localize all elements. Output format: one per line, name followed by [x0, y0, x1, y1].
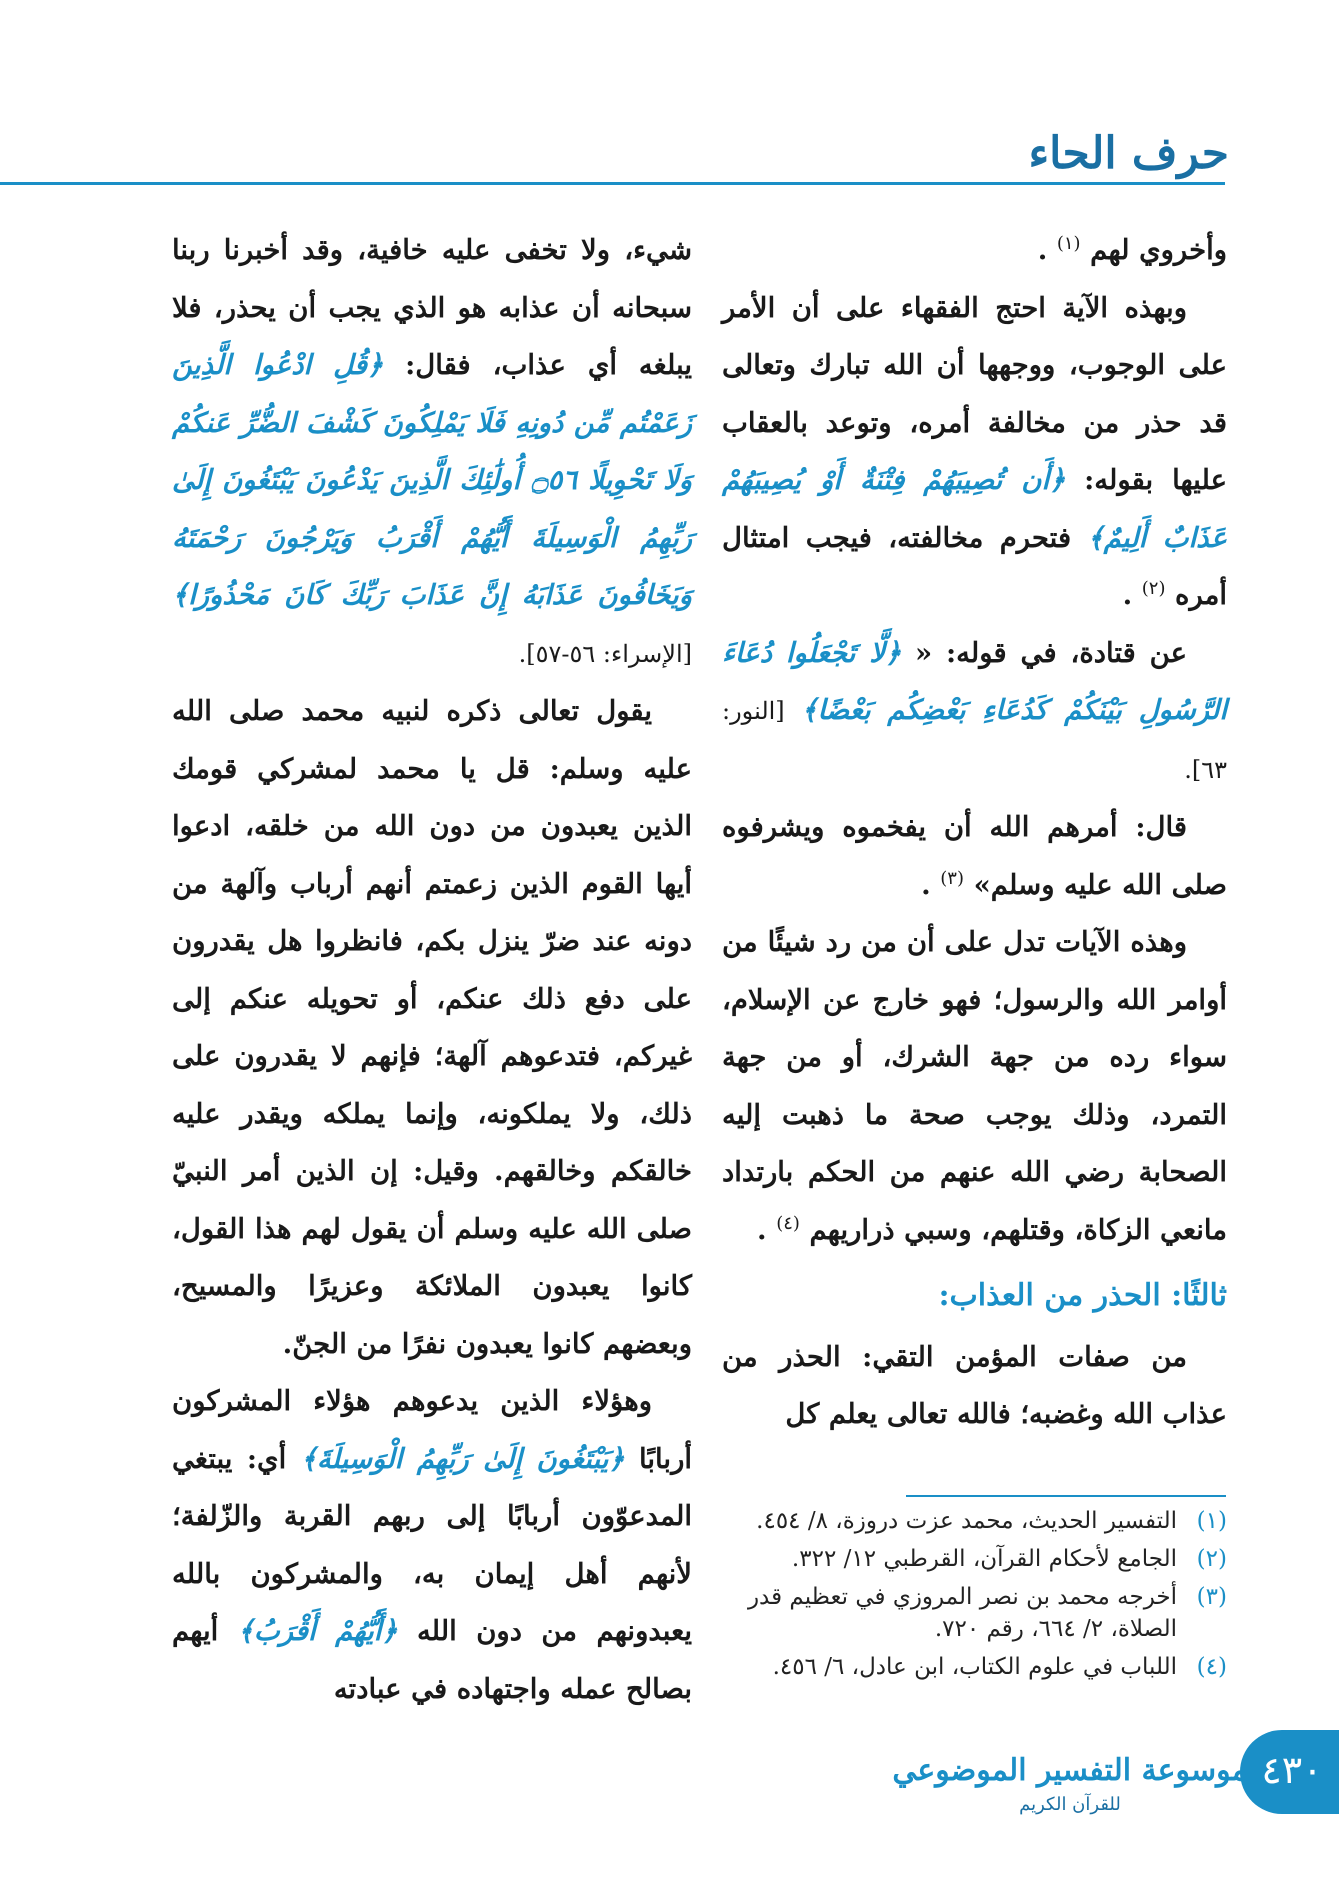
paragraph-text: أي: يبتغي المدعوّون أربابًا إلى ربهم القربة والزّلفة؛ لأنهم أهل إيمان به، والمشركون بالله يعبدونهم من دون الله: [172, 1442, 693, 1647]
paragraph-text: وأخروي لهم: [1090, 234, 1227, 266]
paragraph-text: عن قتادة، في قوله: «: [914, 636, 1187, 669]
footnote: [722, 1505, 1227, 1537]
paragraph-end: .: [1037, 234, 1048, 266]
paragraph-end: .: [757, 1213, 767, 1246]
logo-subtitle: للقرآن الكريم: [1019, 1794, 1121, 1815]
quran-verse: ﴿أَن تُصِيبَهُمْ فِتْنَةٌ أَوْ يُصِيبَهُمْ عَذَابٌ أَلِيمٌ﴾: [722, 464, 1227, 554]
quran-verse: ﴿قُلِ ادْعُوا الَّذِينَ زَعَمْتُم مِّن دُونِهِ فَلَا يَمْلِكُونَ كَشْفَ الضُّرِّ عَنكُمْ وَلَا تَحْوِيلًا ۝٥٦ أُولَٰئِكَ الَّذِينَ يَدْعُونَ يَبْتَغُونَ إِلَىٰ رَبِّهِمُ الْوَسِيلَةَ أَيُّهُمْ أَقْرَبُ وَيَرْجُونَ رَحْمَتَهُ وَيَخَافُونَ عَذَابَهُ إِنَّ عَذَابَ رَبِّكَ كَانَ مَحْذُورًا﴾: [172, 349, 692, 611]
footnote-marker[interactable]: (٣): [940, 867, 964, 889]
paragraph: [722, 222, 1227, 280]
paragraph: [722, 914, 1227, 1259]
section-heading: ثالثًا: الحذر من العذاب:: [938, 1278, 1227, 1313]
paragraph: [722, 799, 1227, 914]
quran-verse: ﴿يَبْتَغُونَ إِلَىٰ رَبِّهِمُ الْوَسِيلَةَ﴾: [300, 1442, 625, 1475]
footnote-text: الجامع لأحكام القرآن، القرطبي ١٢/ ٣٢٢.: [791, 1546, 1177, 1572]
footnote-number: (٣): [1196, 1584, 1227, 1610]
footnote-divider: [906, 1495, 1226, 1497]
paragraph-text: وهؤلاء الذين يدعوهم هؤلاء المشركون أربابًا: [172, 1385, 692, 1475]
footnote-text: التفسير الحديث، محمد عزت دروزة، ٨/ ٤٥٤.: [756, 1508, 1177, 1534]
paragraph-text: قال: أمرهم الله أن يفخموه ويشرفوه صلى الله عليه وسلم»: [722, 811, 1227, 901]
paragraph: [722, 280, 1227, 625]
footnote-number: (٤): [1196, 1654, 1227, 1680]
footnote: [722, 1543, 1227, 1575]
paragraph-text: وهذه الآيات تدل على أن من رد شيئًا من أوامر الله والرسول؛ فهو خارج عن الإسلام، سواء رده من جهة الشرك، أو من جهة التمرد، وذلك يوجب صحة ما ذهبت إليه الصحابة رضي الله عنهم من الحكم بارتداد مانعي الزكاة، وقتلهم، وسبي ذراريهم: [722, 926, 1227, 1246]
left-column: [172, 222, 692, 1718]
paragraph: [172, 222, 692, 683]
chapter-title: حرف الحاء: [1028, 128, 1229, 179]
footnote-text: اللباب في علوم الكتاب، ابن عادل، ٦/ ٤٥٦.: [772, 1654, 1177, 1680]
logo-title: موسوعة التفسير الموضوعي: [892, 1753, 1248, 1788]
footnote-marker[interactable]: (٢): [1141, 577, 1166, 599]
footnote-number: (١): [1196, 1508, 1227, 1534]
quran-verse: ﴿أَيُّهُمْ أَقْرَبُ﴾: [237, 1615, 398, 1647]
footnote-text: أخرجه محمد بن نصر المروزي في تعظيم قدر الصلاة، ٢/ ٦٦٤، رقم ٧٢٠.: [747, 1584, 1177, 1642]
footnote: [722, 1581, 1227, 1645]
right-column: [722, 222, 1227, 1444]
paragraph: من صفات المؤمن التقي: الحذر من عذاب الله وغضبه؛ فالله تعالى يعلم كل: [722, 1340, 1227, 1430]
paragraph-text: وبهذه الآية احتج الفقهاء على أن الأمر على الوجوب، ووجهها أن الله تبارك وتعالى قد حذر من مخالفة أمره، وتوعد بالعقاب عليها بقوله:: [722, 291, 1227, 496]
footnote-marker[interactable]: (١): [1056, 232, 1081, 254]
footnote: [722, 1651, 1227, 1683]
verse-reference: [الإسراء: ٥٦-٥٧].: [518, 639, 692, 668]
paragraph-text: أيهم بصالح عمله واجتهاده في عبادته: [172, 1615, 692, 1705]
page-number: ٤٣٠: [1261, 1748, 1323, 1792]
paragraph: [172, 1373, 692, 1718]
paragraph-text: فتحرم مخالفته، فيجب امتثال أمره: [722, 521, 1227, 611]
paragraph-end: .: [1122, 579, 1133, 611]
paragraph: [722, 625, 1227, 800]
book-logo-icon: [892, 1738, 1248, 1818]
paragraph: يقول تعالى ذكره لنبيه محمد صلى الله عليه وسلم: قل يا محمد لمشركي قومك الذين يعبدون من دون الله من خلقه، ادعوا أيها القوم الذين زعمتم أنهم أرباب وآلهة من دونه عند ضرّ ينزل بكم، فانظروا هل يقدرون على دفع ذلك عنكم، أو تحويله عنكم إلى غيركم، فتدعوهم آلهة؛ فإنهم لا يقدرون على ذلك، ولا يملكونه، وإنما يملكه ويقدر عليه خالقكم وخالقهم. وقيل: إن الذين أمر النبيّ صلى الله عليه وسلم أن يقول لهم هذا القول، كانوا يعبدون الملائكة وعزيرًا والمسيح، وبعضهم كانوا يعبدون نفرًا من الجنّ.: [172, 695, 692, 1360]
paragraph-end: .: [921, 868, 931, 901]
quran-verse: ﴿لَّا تَجْعَلُوا دُعَاءَ الرَّسُولِ بَيْنَكُمْ كَدُعَاءِ بَعْضِكُم بَعْضًا﴾: [722, 636, 1227, 726]
verse-reference: [النور: ٦٣].: [722, 697, 1227, 784]
footnote-number: (٢): [1196, 1546, 1227, 1572]
footnote-marker[interactable]: (٤): [776, 1212, 800, 1234]
header-divider: [0, 182, 1225, 185]
footnotes: [722, 1505, 1227, 1689]
paragraph-text: شيء، ولا تخفى عليه خافية، وقد أخبرنا ربنا سبحانه أن عذابه هو الذي يجب أن يحذر، فلا يبلغه أي عذاب، فقال:: [172, 234, 693, 381]
